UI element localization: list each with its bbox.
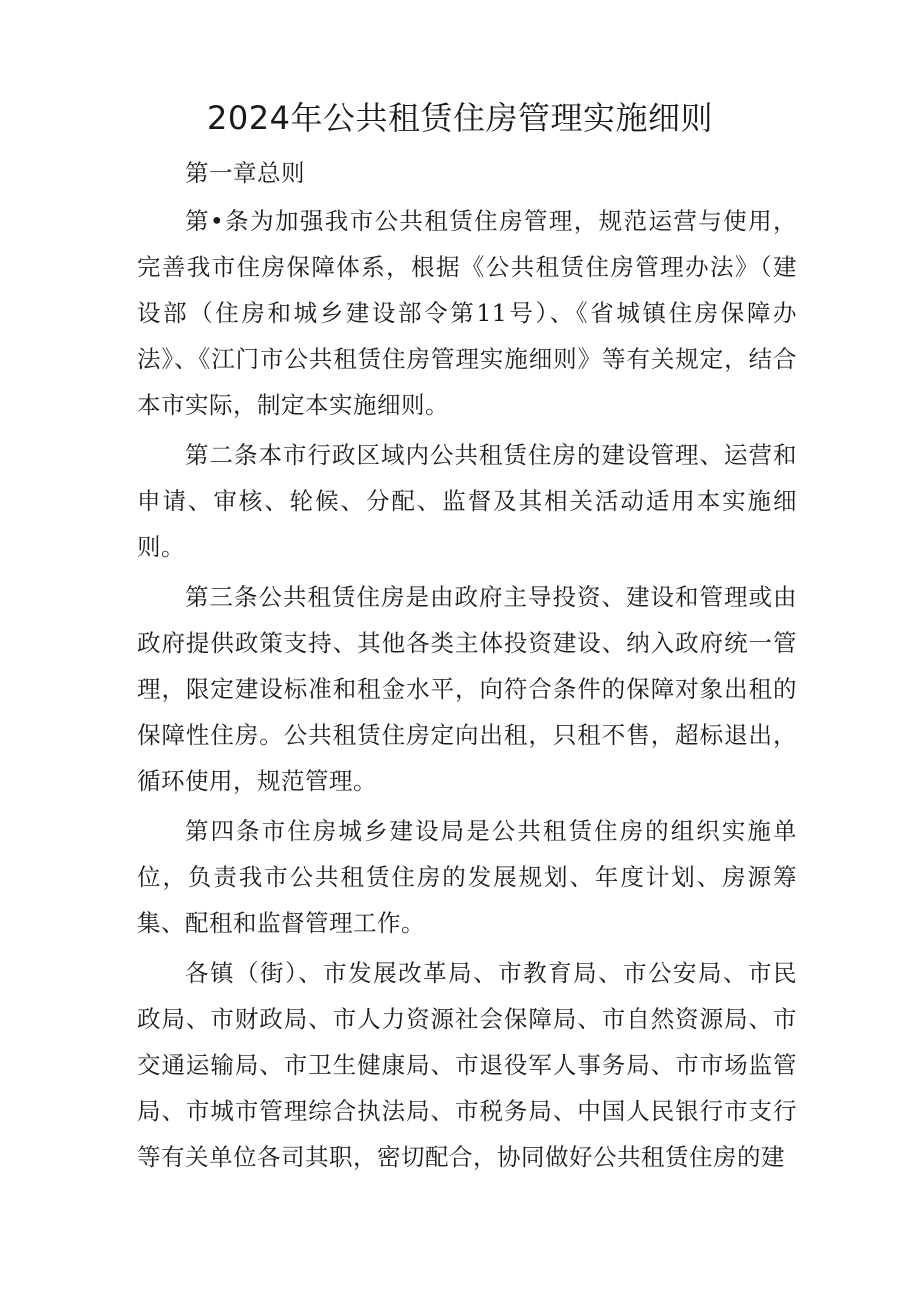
document-title: 2024年公共租赁住房管理实施细则 (207, 99, 713, 137)
departments-paragraph: 各镇（街）、市发展改革局、市教育局、市公安局、市民政局、市财政局、市人力资源社会保障局、市自然资源局、市交通运输局、市卫生健康局、市退役军人事务局、市市场监管局、市城市管理综合执法局、市税务局、中国人民银行市支行等有关单位各司其职，密切配合，协同做好公共租赁住房的建 (137, 959, 797, 1171)
article-2-paragraph: 第二条本市行政区域内公共租赁住房的建设管理、运营和申请、审核、轮候、分配、监督及其相关活动适用本实施细则。 (137, 441, 797, 561)
chapter-heading: 第一章总则 (185, 159, 305, 187)
article-4-paragraph: 第四条市住房城乡建设局是公共租赁住房的组织实施单位，负责我市公共租赁住房的发展规划、年度计划、房源筹集、配租和监督管理工作。 (137, 817, 797, 937)
article-1-paragraph: 第•条为加强我市公共租赁住房管理，规范运营与使用，完善我市住房保障体系，根据《公共租赁住房管理办法》（建设部（住房和城乡建设部令第11号）、《省城镇住房保障办法》、《江门市公共租赁住房管理实施细则》等有关规定，结合本市实际，制定本实施细则。 (137, 207, 797, 419)
article-3-paragraph: 第三条公共租赁住房是由政府主导投资、建设和管理或由政府提供政策支持、其他各类主体投资建设、纳入政府统一管理，限定建设标准和租金水平，向符合条件的保障对象出租的保障性住房。公共租赁住房定向出租，只租不售，超标退出，循环使用，规范管理。 (137, 583, 797, 795)
document-body (137, 150, 797, 1180)
